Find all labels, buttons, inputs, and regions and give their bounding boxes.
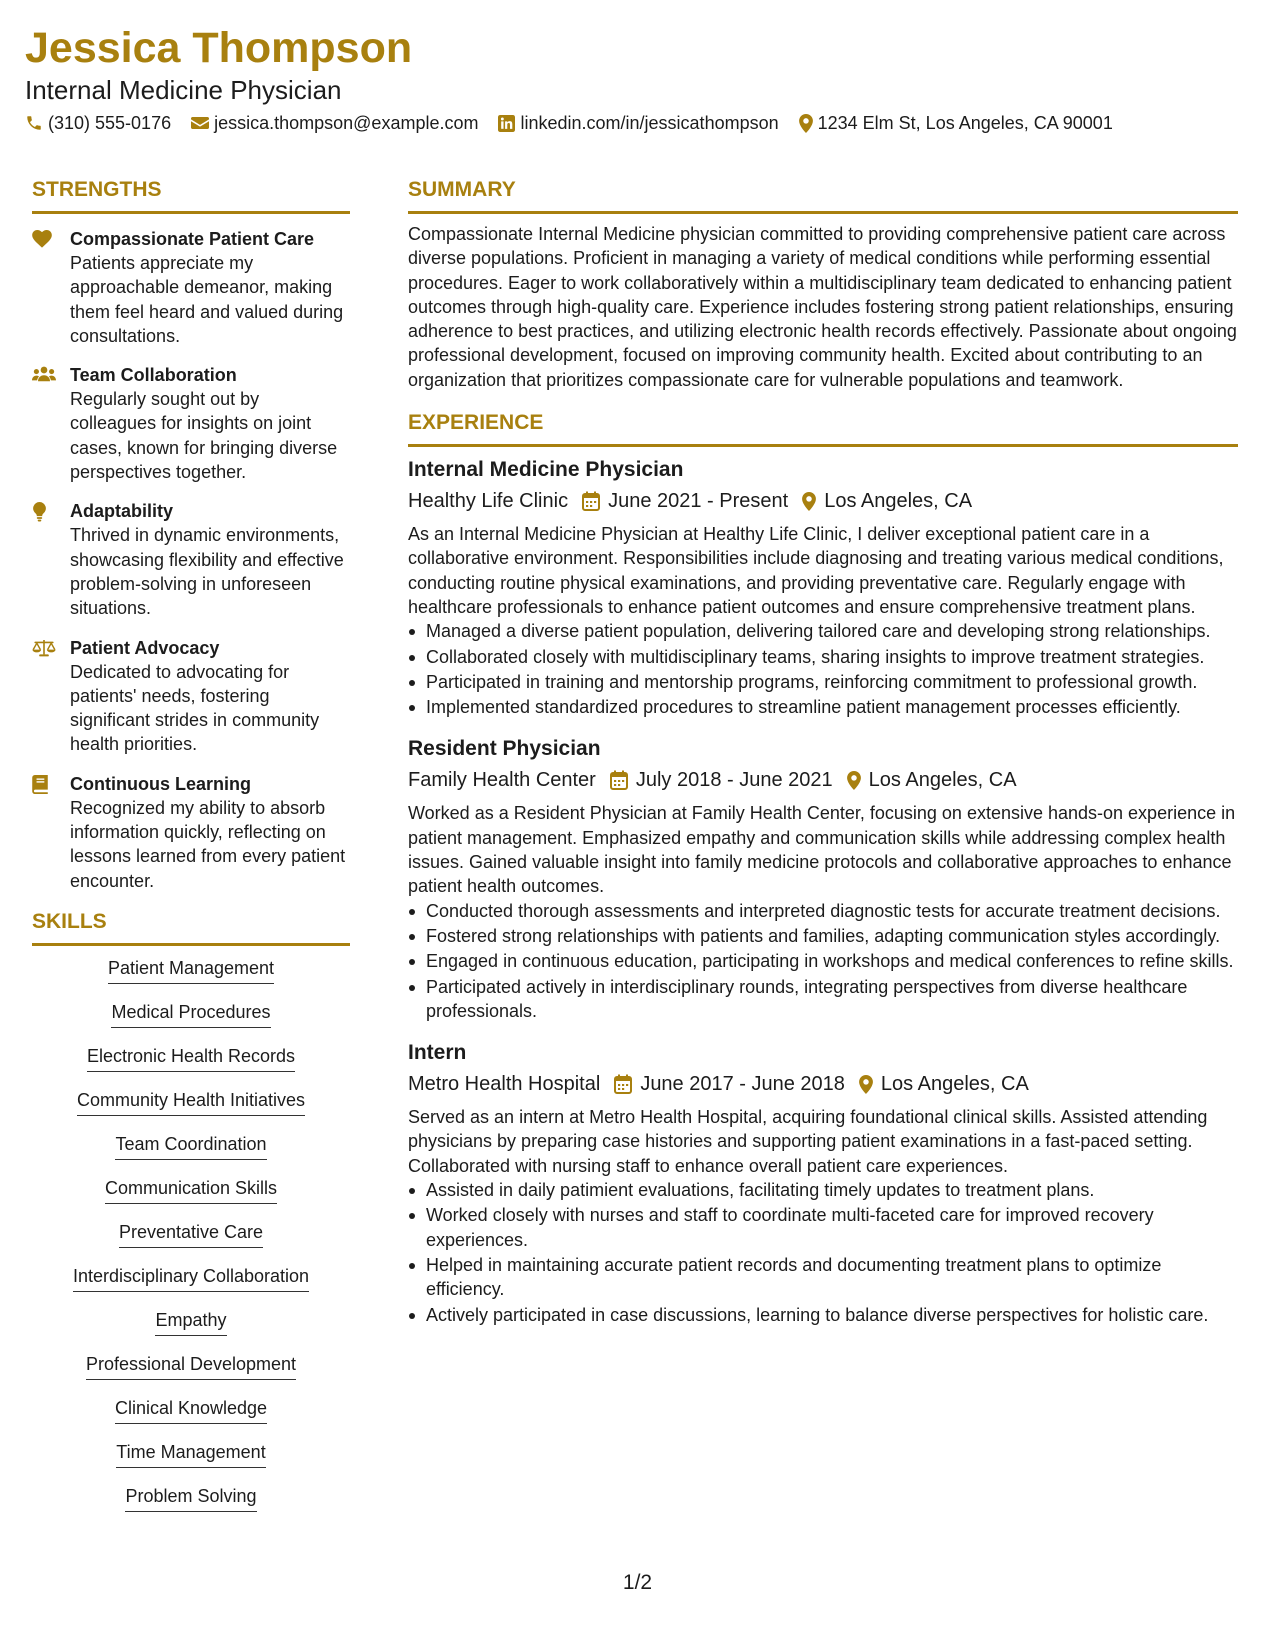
- job-description: As an Internal Medicine Physician at Healthy Life Clinic, I deliver exceptional patient care in a collaborative environment. Responsibilities include diagnosing and treating various medical conditions, conducting routine physical examinations, and providing preventative care. Regularly engage with healthcare professionals to enhance patient outcomes and ensure comprehensive treatment plans.: [408, 524, 1224, 617]
- heart-icon: [32, 227, 70, 348]
- skill-item: Preventative Care: [119, 1220, 263, 1248]
- job-meta: [408, 486, 1238, 516]
- skill-item: Patient Management: [108, 956, 274, 984]
- email-text: jessica.thompson@example.com: [214, 113, 479, 133]
- job-company: Metro Health Hospital: [408, 1073, 601, 1096]
- location-pin-icon: [847, 771, 861, 790]
- strength-title: Team Collaboration: [70, 365, 237, 386]
- job-bullet: Helped in maintaining accurate patient records and documenting treatment plans to optimize efficiency.: [408, 1253, 1238, 1302]
- job-bullets: [408, 899, 1238, 1023]
- strength-item: [32, 636, 350, 757]
- strengths-list: [32, 227, 350, 893]
- scale-icon: [32, 636, 70, 757]
- skill-item: Time Management: [116, 1440, 265, 1468]
- job-bullets: [408, 1178, 1238, 1327]
- job-bullet: Participated actively in interdisciplinary rounds, integrating perspectives from diverse healthcare professionals.: [408, 975, 1238, 1024]
- calendar-icon: [614, 1074, 632, 1094]
- job-meta: [408, 1069, 1238, 1099]
- users-icon: [32, 363, 70, 484]
- candidate-title: Internal Medicine Physician: [25, 75, 342, 105]
- job-entry: [408, 735, 1238, 1023]
- skill-item: Community Health Initiatives: [77, 1088, 305, 1116]
- job-bullet: Conducted thorough assessments and interpreted diagnostic tests for accurate treatment decisions.: [408, 899, 1238, 923]
- contact-bar: [25, 111, 1133, 135]
- strength-title: Adaptability: [70, 501, 174, 522]
- skill-item: Professional Development: [86, 1352, 296, 1380]
- location-pin-icon: [802, 492, 816, 511]
- contact-linkedin[interactable]: [498, 111, 778, 135]
- job-bullet: Collaborated closely with multidisciplinary teams, sharing insights to improve treatment strategies.: [408, 645, 1238, 669]
- skill-item: Clinical Knowledge: [115, 1396, 267, 1424]
- summary-heading: SUMMARY: [408, 176, 1238, 214]
- job-bullet: Engaged in continuous education, participating in workshops and medical conferences to refine skills.: [408, 949, 1238, 973]
- skill-item: Empathy: [155, 1308, 226, 1336]
- contact-address: [799, 111, 1113, 135]
- skill-item: Medical Procedures: [111, 1000, 270, 1028]
- strength-description: Thrived in dynamic environments, showcasing flexibility and effective problem-solving in unforeseen situations.: [70, 525, 344, 619]
- right-column: [408, 176, 1238, 1328]
- job-title: Intern: [408, 1041, 467, 1065]
- candidate-name: Jessica Thompson: [25, 24, 413, 72]
- skill-item: Communication Skills: [105, 1176, 277, 1204]
- left-column: [32, 176, 350, 1528]
- strength-description: Patients appreciate my approachable demeanor, making them feel heard and valued during consultations.: [70, 253, 344, 346]
- job-meta: [408, 765, 1238, 795]
- strength-item: [32, 227, 350, 348]
- job-entry: [408, 1039, 1238, 1327]
- strength-item: [32, 499, 350, 620]
- job-title: Resident Physician: [408, 737, 601, 761]
- contact-phone[interactable]: [25, 111, 171, 135]
- summary-text: Compassionate Internal Medicine physician committed to providing comprehensive patient care across diverse populations. Proficient in managing a variety of medical conditions while performing essential procedures. Eager to work collaboratively within a multidisciplinary team dedicated to enhancing patient outcomes through high-quality care. Experience includes fostering strong patient relationships, ensuring adherence to best practices, and utilizing electronic health records effectively. Passionate about ongoing professional development, focused on improving community health. Excited about contributing to an organization that prioritizes compassionate care for vulnerable populations and teamwork.: [408, 224, 1237, 390]
- linkedin-text: linkedin.com/in/jessicathompson: [520, 113, 779, 133]
- job-bullet: Managed a diverse patient population, delivering tailored care and developing strong relationships.: [408, 619, 1238, 643]
- phone-text: (310) 555-0176: [48, 113, 172, 133]
- experience-heading: EXPERIENCE: [408, 409, 1238, 447]
- skill-item: Team Coordination: [115, 1132, 266, 1160]
- linkedin-icon: [498, 115, 515, 132]
- skills-heading: SKILLS: [32, 908, 350, 946]
- envelope-icon: [191, 115, 209, 131]
- job-dates: June 2021 - Present: [608, 490, 789, 513]
- job-entry: [408, 456, 1238, 719]
- strengths-heading: STRENGTHS: [32, 176, 350, 214]
- job-dates: June 2017 - June 2018: [640, 1073, 845, 1096]
- strength-description: Dedicated to advocating for patients' needs, fostering significant strides in community health priorities.: [70, 661, 320, 755]
- strength-description: Recognized my ability to absorb information quickly, reflecting on lessons learned from every patient encounter.: [70, 797, 346, 891]
- job-bullet: Participated in training and mentorship programs, reinforcing commitment to professional growth.: [408, 670, 1238, 694]
- strength-item: [32, 363, 350, 484]
- skills-list: [32, 956, 350, 1528]
- skill-item: Problem Solving: [125, 1484, 256, 1512]
- location-pin-icon: [799, 114, 813, 133]
- job-bullet: Actively participated in case discussions, learning to balance diverse perspectives for holistic care.: [408, 1303, 1238, 1327]
- job-location: Los Angeles, CA: [868, 769, 1017, 792]
- contact-email[interactable]: [191, 111, 478, 135]
- job-dates: July 2018 - June 2021: [635, 769, 833, 792]
- job-location: Los Angeles, CA: [824, 490, 973, 513]
- strength-title: Patient Advocacy: [70, 637, 220, 658]
- phone-icon: [25, 114, 43, 132]
- page-number: 1/2: [622, 1571, 653, 1594]
- skill-item: Interdisciplinary Collaboration: [73, 1264, 309, 1292]
- strength-item: [32, 772, 350, 893]
- calendar-icon: [610, 770, 628, 790]
- job-bullet: Implemented standardized procedures to streamline patient management processes efficiently.: [408, 695, 1238, 719]
- job-company: Family Health Center: [408, 769, 596, 792]
- book-icon: [32, 772, 70, 893]
- job-company: Healthy Life Clinic: [408, 490, 569, 513]
- job-bullet: Fostered strong relationships with patients and families, adapting communication styles accordingly.: [408, 924, 1238, 948]
- job-description: Served as an intern at Metro Health Hospital, acquiring foundational clinical skills. Assisted attending physicians by preparing case histories and supporting patient examinations in a fast-paced setting. Collaborated with nursing staff to enhance overall patient care experiences.: [408, 1107, 1208, 1176]
- strength-title: Compassionate Patient Care: [70, 229, 315, 249]
- job-bullet: Assisted in daily patimient evaluations, facilitating timely updates to treatment plans.: [408, 1178, 1238, 1202]
- job-bullet: Worked closely with nurses and staff to coordinate multi-faceted care for improved recovery experiences.: [408, 1203, 1238, 1252]
- strength-title: Continuous Learning: [70, 773, 251, 794]
- skill-item: Electronic Health Records: [87, 1044, 295, 1072]
- address-text: 1234 Elm St, Los Angeles, CA 90001: [817, 113, 1113, 133]
- calendar-icon: [582, 491, 600, 511]
- job-description: Worked as a Resident Physician at Family Health Center, focusing on extensive hands-on experience in patient management. Emphasized empathy and communication skills while addressing complex health issues. Gained valuable insight into family medicine protocols and collaborative approaches to enhance patient health outcomes.: [408, 803, 1236, 897]
- lightbulb-icon: [32, 499, 70, 620]
- strength-description: Regularly sought out by colleagues for insights on joint cases, known for bringing diverse perspectives together.: [70, 389, 338, 483]
- location-pin-icon: [859, 1075, 873, 1094]
- job-location: Los Angeles, CA: [880, 1073, 1029, 1096]
- job-bullets: [408, 619, 1238, 719]
- job-title: Internal Medicine Physician: [408, 458, 684, 482]
